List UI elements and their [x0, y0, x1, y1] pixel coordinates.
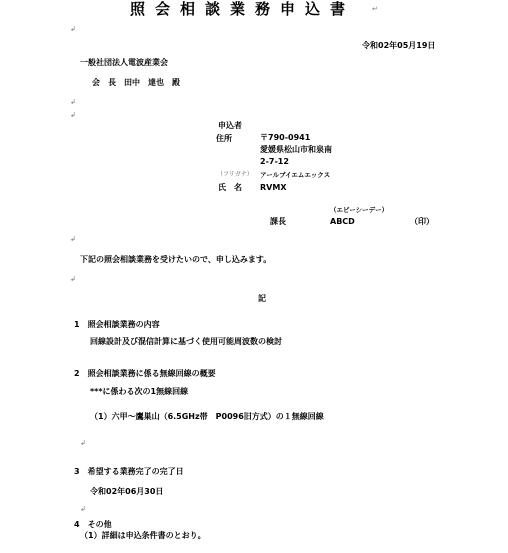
- paragraph-mark: ↲: [70, 235, 76, 243]
- section-heading: 2 照会相談業務に係る無線回線の概要: [74, 369, 216, 378]
- section-heading: 3 希望する業務完了の完了日: [74, 467, 184, 476]
- representative-name: ABCD: [330, 217, 355, 226]
- intro-text: 下記の照会相談業務を受けたいので、申し込みます。: [80, 255, 272, 264]
- paragraph-mark: ↵: [372, 5, 378, 13]
- name-label: 氏 名: [218, 183, 242, 192]
- representative-furigana: （エビーシーデー）: [330, 206, 389, 214]
- application-date: 令和02年05月19日: [362, 41, 436, 50]
- section-body: ***に係わる次の1無線回線: [90, 387, 189, 396]
- paragraph-mark: ↲: [70, 98, 76, 106]
- address-line-1: 愛媛県松山市和泉南: [260, 145, 332, 154]
- address-line-2: 2-7-12: [260, 157, 289, 166]
- applicant-label: 申込者: [218, 121, 242, 130]
- paragraph-mark: ↲: [70, 25, 76, 33]
- page-title: 照会相談業務申込書: [130, 0, 356, 18]
- section-body: 回線設計及び混信計算に基づく使用可能周波数の検討: [90, 337, 282, 346]
- representative-title: 課長: [270, 217, 286, 226]
- postal-code: 〒790-0941: [260, 133, 311, 142]
- paragraph-mark: ↲: [70, 111, 76, 119]
- furigana-value: アールブイエムエックス: [260, 171, 331, 179]
- paragraph-mark: ↲: [80, 505, 86, 513]
- paragraph-mark: ↲: [70, 275, 76, 283]
- section-body: （1）詳細は申込条件書のとおり。: [80, 531, 206, 540]
- seal-mark: （印）: [410, 217, 434, 226]
- section-body: （1）六甲～鷹巣山（6.5GHz帯 P0096旧方式）の１無線回線: [90, 412, 324, 421]
- applicant-name: RVMX: [260, 183, 287, 192]
- paragraph-mark: ↲: [80, 439, 86, 447]
- furigana-label: （フリガナ）: [217, 171, 253, 178]
- address-label: 住所: [216, 134, 232, 143]
- ki-heading: 記: [258, 294, 266, 303]
- addressee-name: 会 長 田中 達也 殿: [92, 78, 180, 87]
- section-heading: 4 その他: [74, 520, 112, 529]
- section-heading: 1 照会相談業務の内容: [74, 320, 160, 329]
- addressee-org: 一般社団法人電波産業会: [80, 58, 168, 67]
- section-body: 令和02年06月30日: [90, 487, 164, 496]
